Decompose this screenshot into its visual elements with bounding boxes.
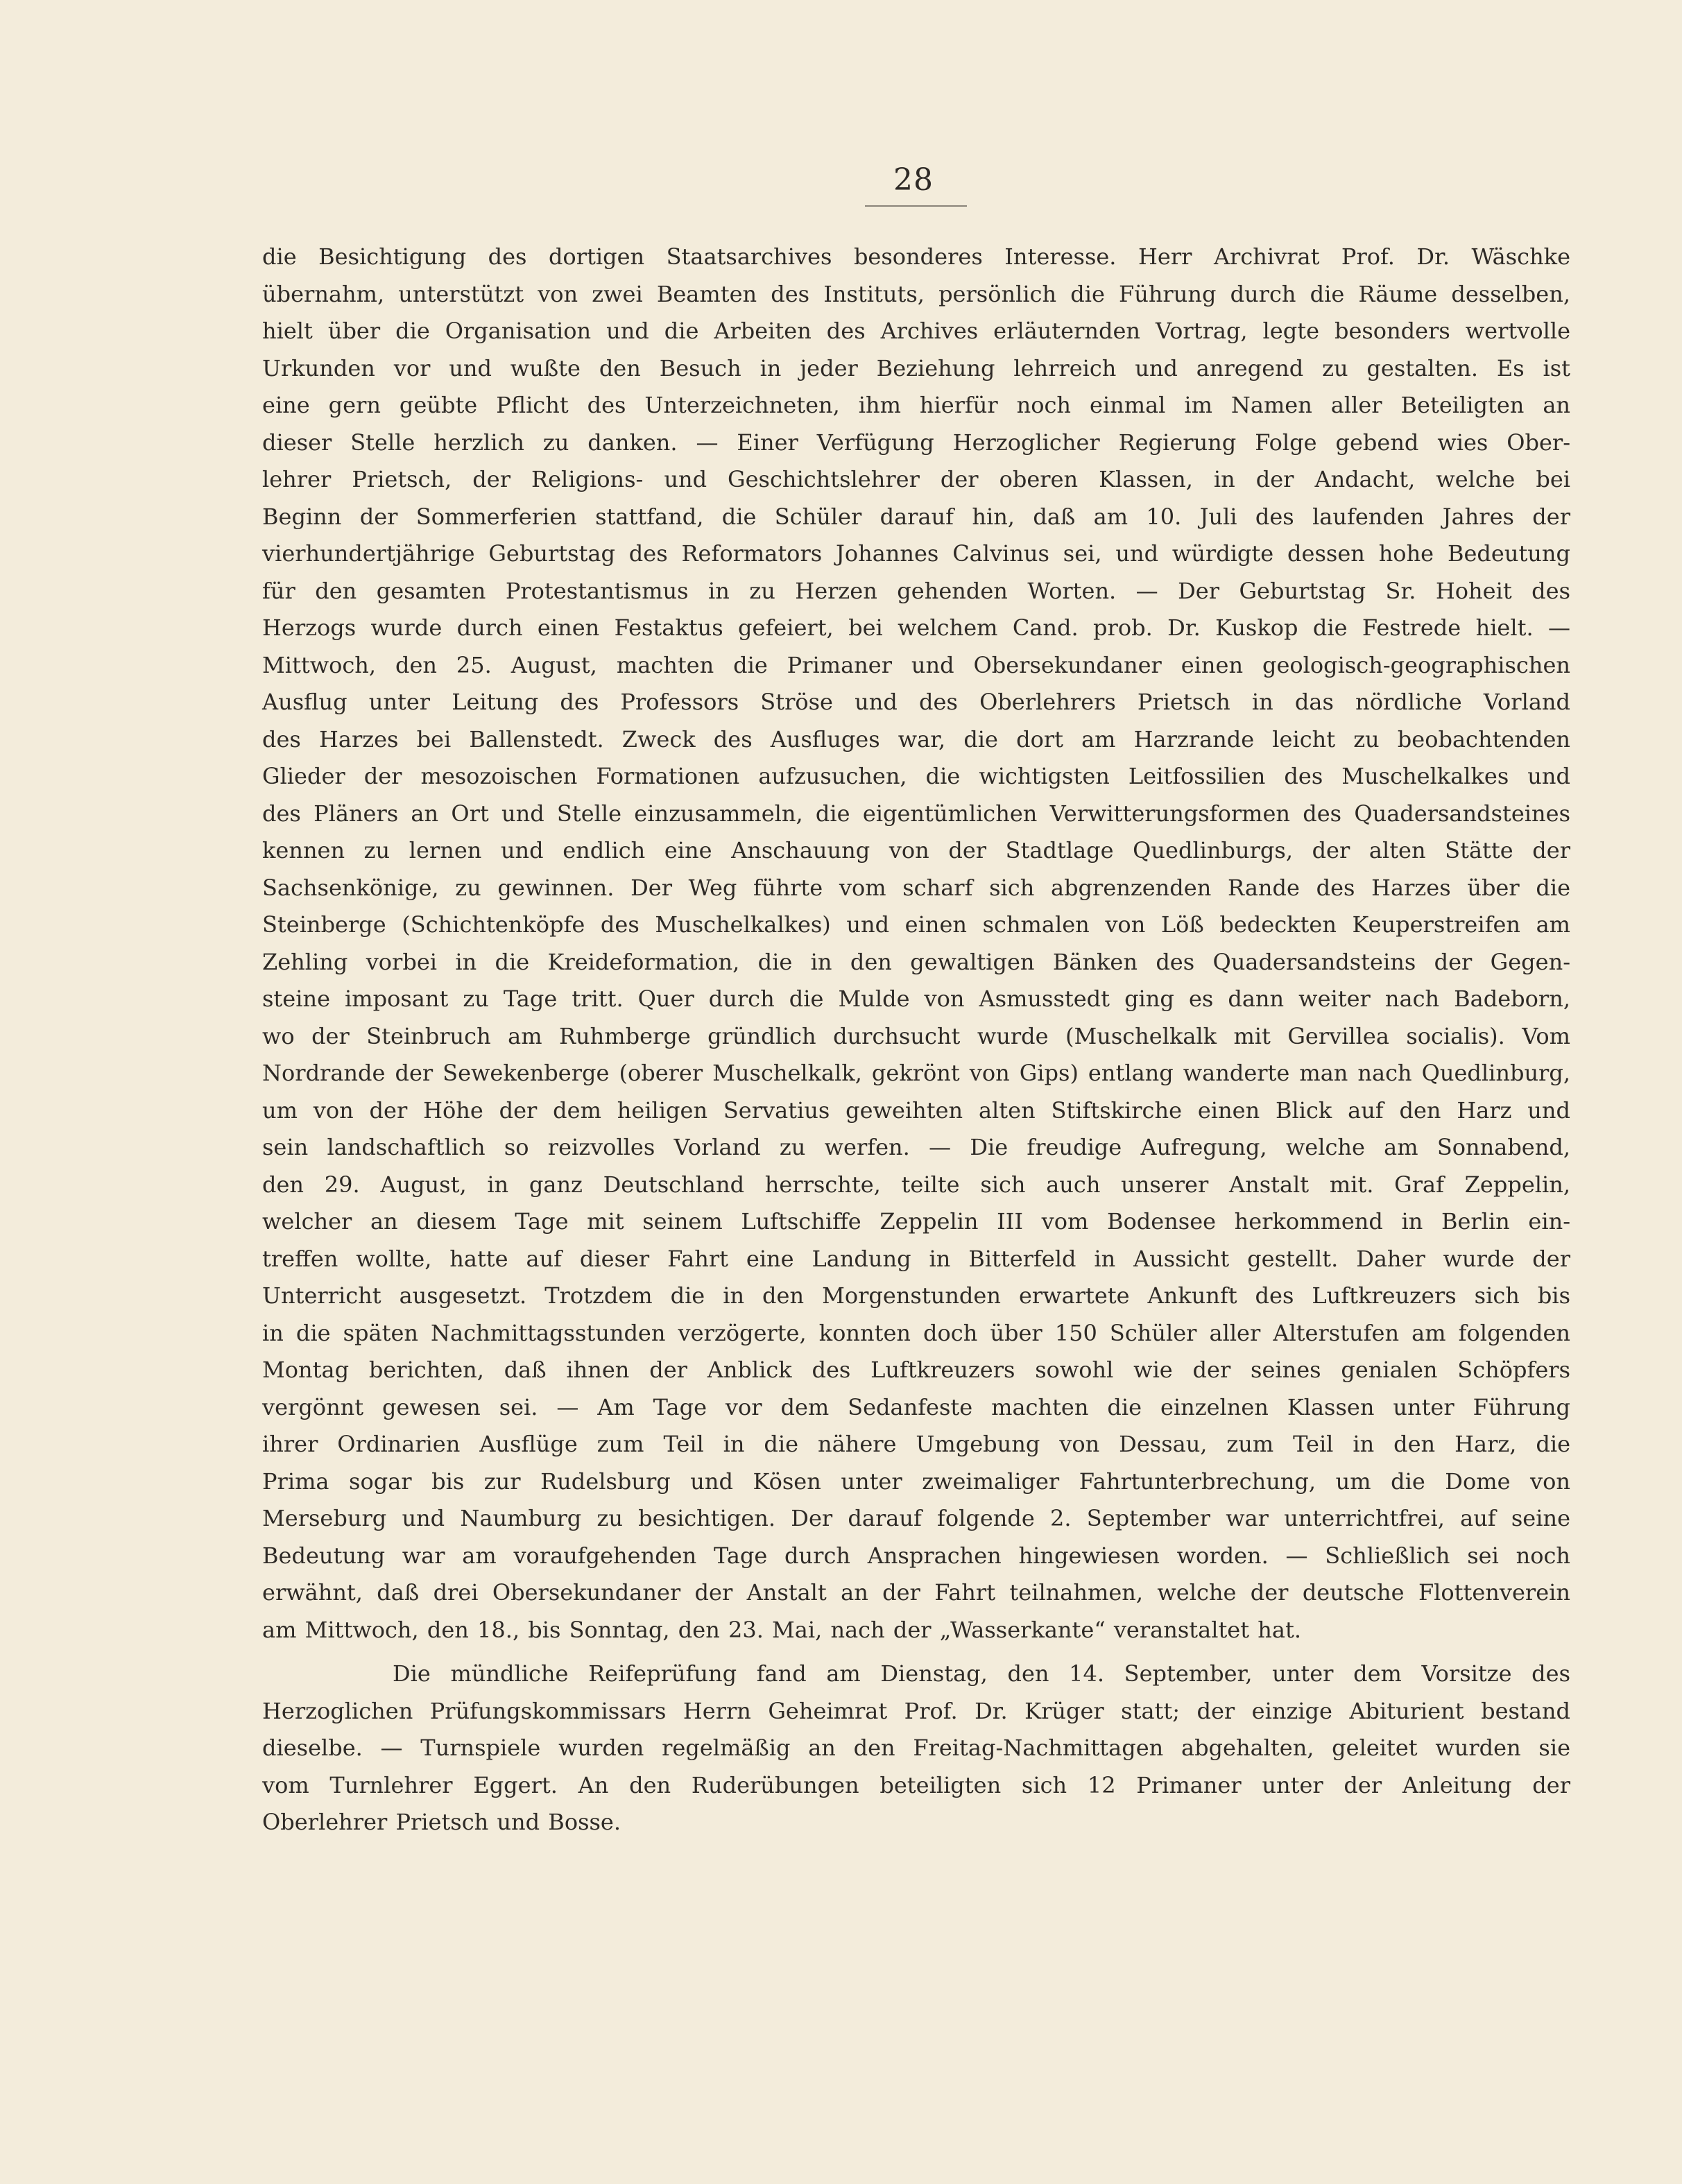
text-line: lehrer Prietsch, der Religions- und Geschichtslehrer der oberen Klassen, in der Andacht, welche bei	[262, 466, 1570, 492]
text-line: des Pläners an Ort und Stelle einzusammeln, die eigentümlichen Verwitterungsformen des Quadersandsteines	[262, 800, 1570, 827]
text-line: erwähnt, daß drei Obersekundaner der Anstalt an der Fahrt teilnahmen, welche der deutsche Flottenverein	[262, 1579, 1570, 1606]
text-line: Beginn der Sommerferien stattfand, die Schüler darauf hin, daß am 10. Juli des laufenden Jahres der	[262, 503, 1570, 530]
paragraph-2	[262, 1656, 1570, 1841]
paragraph-gap	[262, 1649, 1570, 1656]
text-line: Nordrande der Sewekenberge (oberer Muschelkalk, gekrönt von Gips) entlang wanderte man nach Quedlinburg,	[262, 1060, 1570, 1086]
text-line: dieselbe. — Turnspiele wurden regelmäßig an den Freitag-Nachmittagen abgehalten, geleitet wurden sie	[262, 1735, 1570, 1761]
text-line: dieser Stelle herzlich zu danken. — Einer Verfügung Herzoglicher Regierung Folge gebend wies Ober-	[262, 429, 1570, 456]
text-line: übernahm, unterstützt von zwei Beamten des Instituts, persönlich die Führung durch die Räume desselben,	[262, 280, 1570, 307]
text-line: um von der Höhe der dem heiligen Servatius geweihten alten Stiftskirche einen Blick auf den Harz und	[262, 1097, 1570, 1124]
text-line: Unterricht ausgesetzt. Trotzdem die in den Morgenstunden erwartete Ankunft des Luftkreuzers sich bis	[262, 1282, 1570, 1309]
text-line: Glieder der mesozoischen Formationen aufzusuchen, die wichtigsten Leitfossilien des Muschelkalkes und	[262, 763, 1570, 789]
text-line: Herzogs wurde durch einen Festaktus gefeiert, bei welchem Cand. prob. Dr. Kuskop die Festrede hielt. —	[262, 614, 1570, 641]
text-line: steine imposant zu Tage tritt. Quer durch die Mulde von Asmusstedt ging es dann weiter nach Badeborn,	[262, 986, 1570, 1012]
text-line: vergönnt gewesen sei. — Am Tage vor dem Sedanfeste machten die einzelnen Klassen unter Führung	[262, 1393, 1570, 1420]
text-line: Mittwoch, den 25. August, machten die Primaner und Obersekundaner einen geologisch-geographischen	[262, 651, 1570, 678]
text-line: am Mittwoch, den 18., bis Sonntag, den 23. Mai, nach der „Wasserkante“ veranstaltet hat.	[262, 1616, 1301, 1643]
text-line: welcher an diesem Tage mit seinem Luftschiffe Zeppelin III vom Bodensee herkommend in Berlin ein-	[262, 1208, 1570, 1235]
text-line: Montag berichten, daß ihnen der Anblick des Luftkreuzers sowohl wie der seines genialen Schöpfers	[262, 1357, 1570, 1383]
text-line: Oberlehrer Prietsch und Bosse.	[262, 1809, 621, 1835]
text-line: in die späten Nachmittagsstunden verzögerte, konnten doch über 150 Schüler aller Alterstufen am folgenden	[262, 1319, 1570, 1346]
text-line: Prima sogar bis zur Rudelsburg und Kösen unter zweimaliger Fahrtunterbrechung, um die Dome von	[262, 1468, 1570, 1495]
text-line: Herzoglichen Prüfungskommissars Herrn Geheimrat Prof. Dr. Krüger statt; der einzige Abiturient bestand	[262, 1697, 1570, 1724]
text-line: vom Turnlehrer Eggert. An den Ruderübungen beteiligten sich 12 Primaner unter der Anleitung der	[262, 1771, 1570, 1798]
text-line: kennen zu lernen und endlich eine Anschauung von der Stadtlage Quedlinburgs, der alten Stätte der	[262, 837, 1570, 863]
page-number-rule	[865, 205, 967, 207]
text-line: eine gern geübte Pflicht des Unterzeichneten, ihm hierfür noch einmal im Namen aller Beteiligten an	[262, 392, 1570, 418]
text-line: Bedeutung war am voraufgehenden Tage durch Ansprachen hingewiesen worden. — Schließlich sei noch	[262, 1542, 1570, 1569]
text-line: Urkunden vor und wußte den Besuch in jeder Beziehung lehrreich und anregend zu gestalten. Es ist	[262, 354, 1570, 381]
text-line: des Harzes bei Ballenstedt. Zweck des Ausfluges war, die dort am Harzrande leicht zu beobachtenden	[262, 725, 1570, 753]
text-line: Die mündliche Reifeprüfung fand am Dienstag, den 14. September, unter dem Vorsitze des	[393, 1660, 1570, 1687]
text-line: für den gesamten Protestantismus in zu Herzen gehenden Worten. — Der Geburtstag Sr. Hoheit des	[262, 577, 1570, 604]
text-line: Ausflug unter Leitung des Professors Ströse und des Oberlehrers Prietsch in das nördliche Vorland	[262, 689, 1570, 715]
text-line: Sachsenkönige, zu gewinnen. Der Weg führte vom scharf sich abgrenzenden Rande des Harzes über die	[262, 874, 1570, 901]
text-line: Zehling vorbei in die Kreideformation, die in den gewaltigen Bänken des Quadersandsteins der Gegen-	[262, 948, 1570, 975]
paragraph-1	[262, 239, 1570, 1649]
text-line: Steinberge (Schichtenköpfe des Muschelkalkes) und einen schmalen von Löß bedeckten Keuperstreifen am	[262, 911, 1570, 938]
body-text	[262, 239, 1570, 1841]
text-line: hielt über die Organisation und die Arbeiten des Archives erläuternden Vortrag, legte besonders wertvolle	[262, 318, 1570, 344]
text-line: sein landschaftlich so reizvolles Vorland zu werfen. — Die freudige Aufregung, welche am Sonnabend,	[262, 1134, 1570, 1160]
text-line: vierhundertjährige Geburtstag des Reformators Johannes Calvinus sei, und würdigte dessen hohe Bedeutung	[262, 540, 1570, 567]
text-line: wo der Steinbruch am Ruhmberge gründlich durchsucht wurde (Muschelkalk mit Gervillea socialis). Vom	[262, 1022, 1570, 1049]
text-line: Merseburg und Naumburg zu besichtigen. Der darauf folgende 2. September war unterrichtfrei, auf seine	[262, 1505, 1570, 1531]
text-line: die Besichtigung des dortigen Staatsarchives besonderes Interesse. Herr Archivrat Prof. Dr. Wäschke	[262, 243, 1570, 270]
page-number: 28	[893, 162, 934, 198]
text-line: den 29. August, in ganz Deutschland herrschte, teilte sich auch unserer Anstalt mit. Graf Zeppelin,	[262, 1171, 1570, 1198]
text-line: ihrer Ordinarien Ausflüge zum Teil in die nähere Umgebung von Dessau, zum Teil in den Harz, die	[262, 1431, 1570, 1457]
text-line: treffen wollte, hatte auf dieser Fahrt eine Landung in Bitterfeld in Aussicht gestellt. Daher wurde der	[262, 1245, 1570, 1272]
